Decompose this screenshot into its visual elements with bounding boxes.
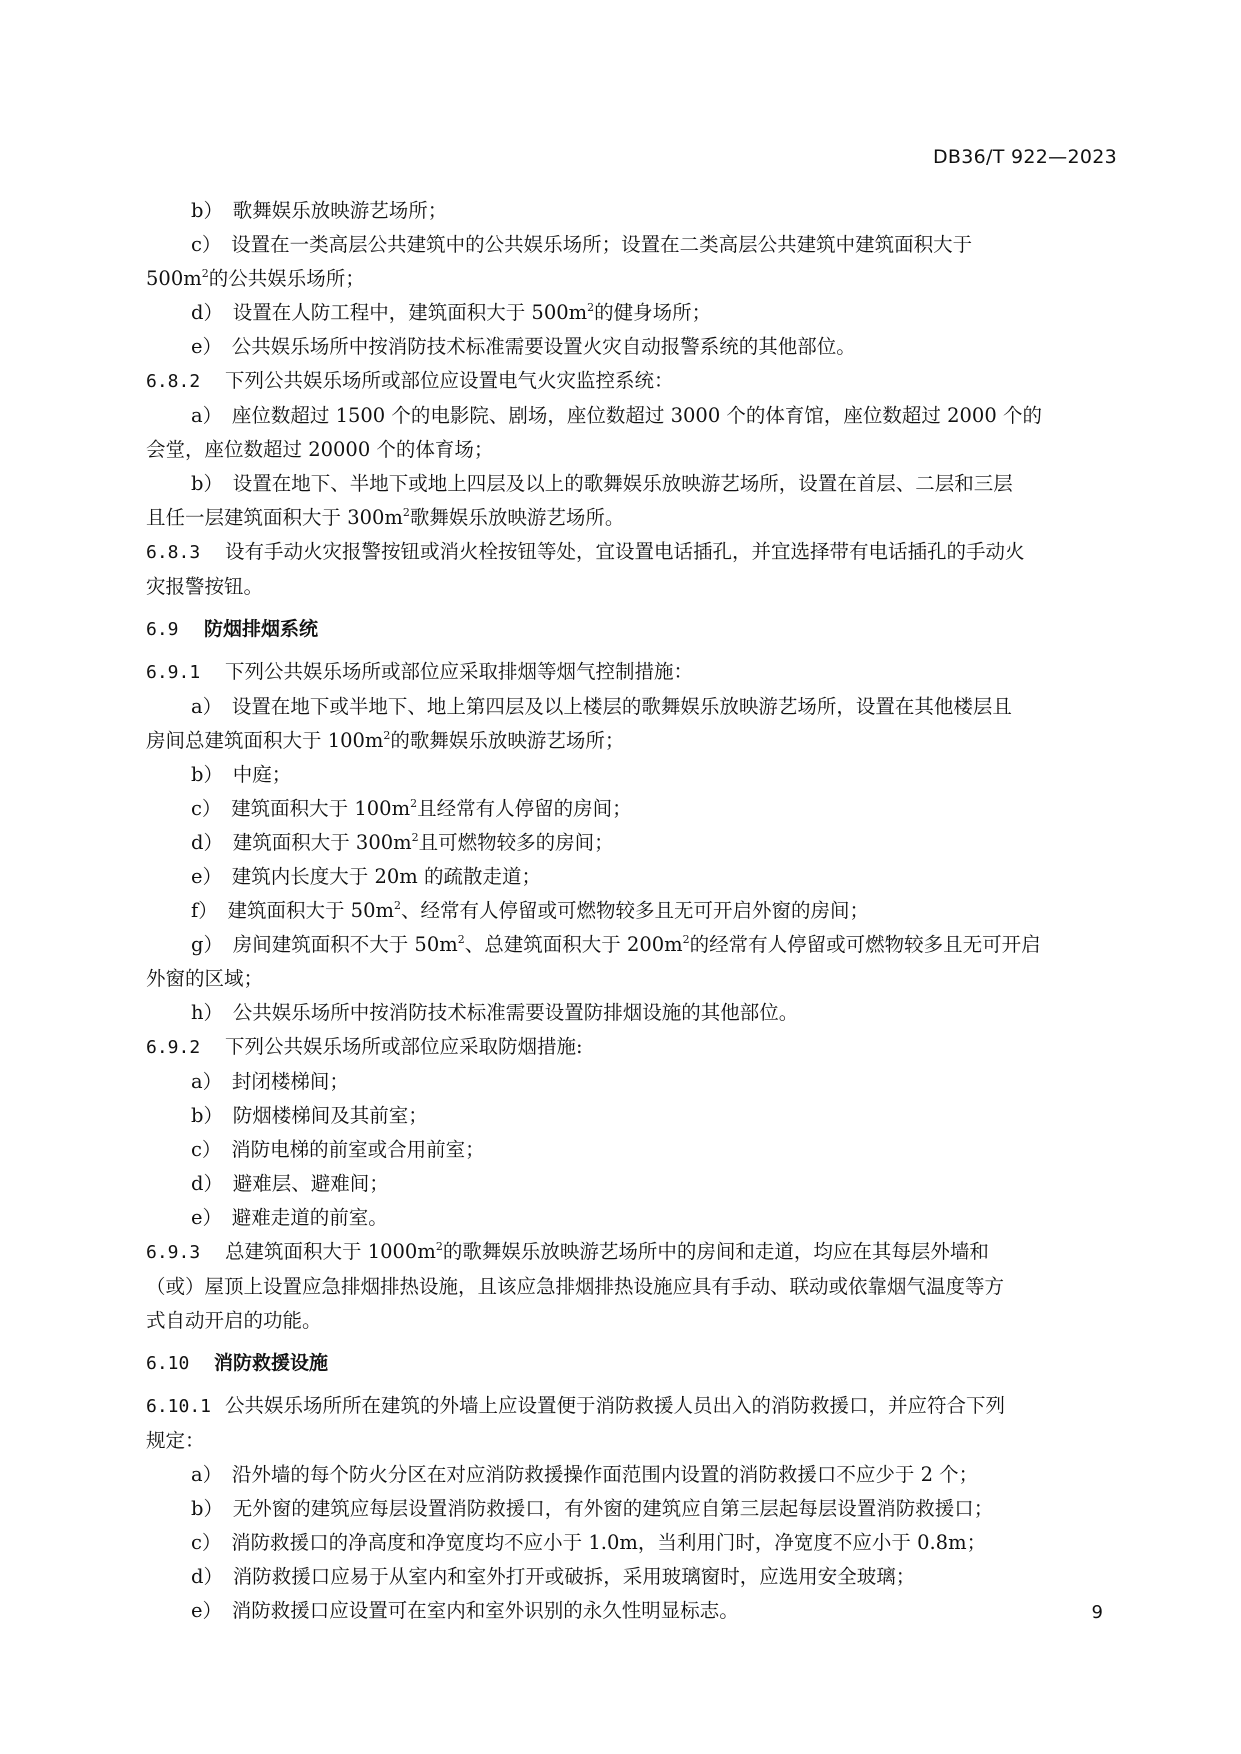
list-item-continuation <box>146 724 1118 758</box>
list-item: a） 沿外墙的每个防火分区在对应消防救援操作面范围内设置的消防救援口不应少于 2 个； <box>191 1463 979 1486</box>
superscript: 2 <box>411 831 419 844</box>
text: 的健身场所； <box>594 301 712 324</box>
list-item <box>146 894 1118 928</box>
section-number: 6.10 <box>146 1353 190 1374</box>
list-item: e） 避难走道的前室。 <box>191 1206 388 1229</box>
text: f） 建筑面积大于 50m <box>191 899 394 922</box>
list-item: b） 防烟楼梯间及其前室； <box>191 1104 428 1127</box>
superscript: 2 <box>682 933 690 946</box>
text: 且经常有人停留的房间； <box>417 797 632 820</box>
list-item: a） 封闭楼梯间； <box>191 1070 349 1093</box>
clause-continuation: （或）屋顶上设置应急排烟排热设施，且该应急排烟排热设施应具有手动、联动或依靠烟气温度等方 <box>146 1275 1005 1298</box>
clause-number: 6.9.1 <box>146 662 201 683</box>
clause-text: 设有手动火灾报警按钮或消火栓按钮等处，宜设置电话插孔，并宜选择带有电话插孔的手动火 <box>225 540 1025 563</box>
list-item <box>146 826 1118 860</box>
section-heading-6-9 <box>146 612 1118 647</box>
list-item <box>146 296 1118 330</box>
list-item-continuation: 外窗的区域； <box>146 967 264 990</box>
list-item-continuation <box>146 262 1118 296</box>
clause-continuation: 灾报警按钮。 <box>146 575 264 598</box>
list-item: e） 建筑内长度大于 20m 的疏散走道； <box>191 865 541 888</box>
section-title: 防烟排烟系统 <box>204 618 319 640</box>
text: c） 建筑面积大于 100m <box>191 797 411 820</box>
list-item: b） 歌舞娱乐放映游艺场所； <box>191 199 448 222</box>
superscript: 2 <box>383 729 391 742</box>
list-item: b） 中庭； <box>191 763 292 786</box>
list-item: d） 避难层、避难间； <box>191 1172 389 1195</box>
clause-continuation: 式自动开启的功能。 <box>146 1309 322 1332</box>
superscript: 2 <box>457 933 465 946</box>
clause-continuation: 规定： <box>146 1429 205 1452</box>
superscript: 2 <box>393 899 401 912</box>
clause-number: 6.8.2 <box>146 371 201 392</box>
list-item: d） 消防救援口应易于从室内和室外打开或破拆，采用玻璃窗时，应选用安全玻璃； <box>191 1565 916 1588</box>
clause-text: 下列公共娱乐场所或部位应采取排烟等烟气控制措施： <box>225 660 694 683</box>
text: 的歌舞娱乐放映游艺场所； <box>390 729 625 752</box>
list-item: h） 公共娱乐场所中按消防技术标准需要设置防排烟设施的其他部位。 <box>191 1001 799 1024</box>
clause-text: 下列公共娱乐场所或部位应采取防烟措施: <box>225 1035 583 1058</box>
list-item: b） 设置在地下、半地下或地上四层及以上的歌舞娱乐放映游艺场所，设置在首层、二层和三层 <box>191 472 1013 495</box>
text: 房间总建筑面积大于 100m <box>146 729 384 752</box>
text: 的经常有人停留或可燃物较多且无可开启 <box>689 933 1041 956</box>
list-item: c） 消防电梯的前室或合用前室； <box>191 1138 485 1161</box>
list-item: c） 消防救援口的净高度和净宽度均不应小于 1.0m，当利用门时，净宽度不应小于 0.8m； <box>191 1531 987 1554</box>
superscript: 2 <box>435 1240 443 1253</box>
section-title: 消防救援设施 <box>214 1352 329 1374</box>
text: 500m <box>146 267 202 290</box>
clause-number: 6.8.3 <box>146 542 201 563</box>
superscript: 2 <box>587 301 595 314</box>
clause-number: 6.9.2 <box>146 1037 201 1058</box>
list-item: a） 座位数超过 1500 个的电影院、剧场，座位数超过 3000 个的体育馆，座位数超过 2000 个的 <box>191 404 1042 427</box>
clause-number: 6.9.3 <box>146 1242 201 1263</box>
list-item: a） 设置在地下或半地下、地上第四层及以上楼层的歌舞娱乐放映游艺场所，设置在其他楼层且 <box>191 695 1012 718</box>
list-item: c） 设置在一类高层公共建筑中的公共娱乐场所；设置在二类高层公共建筑中建筑面积大于 <box>191 233 973 256</box>
list-item: e） 消防救援口应设置可在室内和室外识别的永久性明显标志。 <box>191 1599 739 1622</box>
text: 的歌舞娱乐放映游艺场所中的房间和走道，均应在其每层外墙和 <box>442 1240 989 1263</box>
clause-6-9-3 <box>146 1235 1118 1270</box>
clause-6-9-2 <box>146 1030 1118 1065</box>
list-item-continuation <box>146 501 1118 535</box>
list-item <box>146 792 1118 826</box>
clause-text: 公共娱乐场所所在建筑的外墙上应设置便于消防救援人员出入的消防救援口，并应符合下列 <box>225 1394 1006 1417</box>
text: 、总建筑面积大于 200m <box>464 933 683 956</box>
text: d） 设置在人防工程中，建筑面积大于 500m <box>191 301 588 324</box>
text: 歌舞娱乐放映游艺场所。 <box>409 506 625 529</box>
section-heading-6-10 <box>146 1346 1118 1381</box>
text: d） 建筑面积大于 300m <box>191 831 412 854</box>
clause-6-8-3 <box>146 535 1118 570</box>
section-number: 6.9 <box>146 619 179 640</box>
superscript: 2 <box>402 506 410 519</box>
text: 且可燃物较多的房间； <box>418 831 614 854</box>
text: g） 房间建筑面积不大于 50m <box>191 933 458 956</box>
text: 且任一层建筑面积大于 300m <box>146 506 403 529</box>
text: 的公共娱乐场所； <box>208 267 365 290</box>
page-number: 9 <box>1091 1602 1103 1623</box>
clause-6-9-1 <box>146 655 1118 690</box>
list-item: b） 无外窗的建筑应每层设置消防救援口，有外窗的建筑应自第三层起每层设置消防救援口； <box>191 1497 994 1520</box>
clause-number: 6.10.1 <box>146 1396 212 1417</box>
superscript: 2 <box>201 267 209 280</box>
document-number-header: DB36/T 922—2023 <box>932 146 1117 168</box>
text: 、经常有人停留或可燃物较多且无可开启外窗的房间； <box>400 899 869 922</box>
document-body <box>146 194 1118 1628</box>
list-item: e） 公共娱乐场所中按消防技术标准需要设置火灾自动报警系统的其他部位。 <box>191 335 856 358</box>
list-item <box>146 928 1118 962</box>
clause-text: 下列公共娱乐场所或部位应设置电气火灾监控系统： <box>225 369 674 392</box>
superscript: 2 <box>410 797 418 810</box>
text: 总建筑面积大于 1000m <box>225 1240 436 1263</box>
list-item-continuation: 会堂，座位数超过 20000 个的体育场； <box>146 438 494 461</box>
clause-6-8-2 <box>146 364 1118 399</box>
clause-6-10-1 <box>146 1389 1118 1424</box>
